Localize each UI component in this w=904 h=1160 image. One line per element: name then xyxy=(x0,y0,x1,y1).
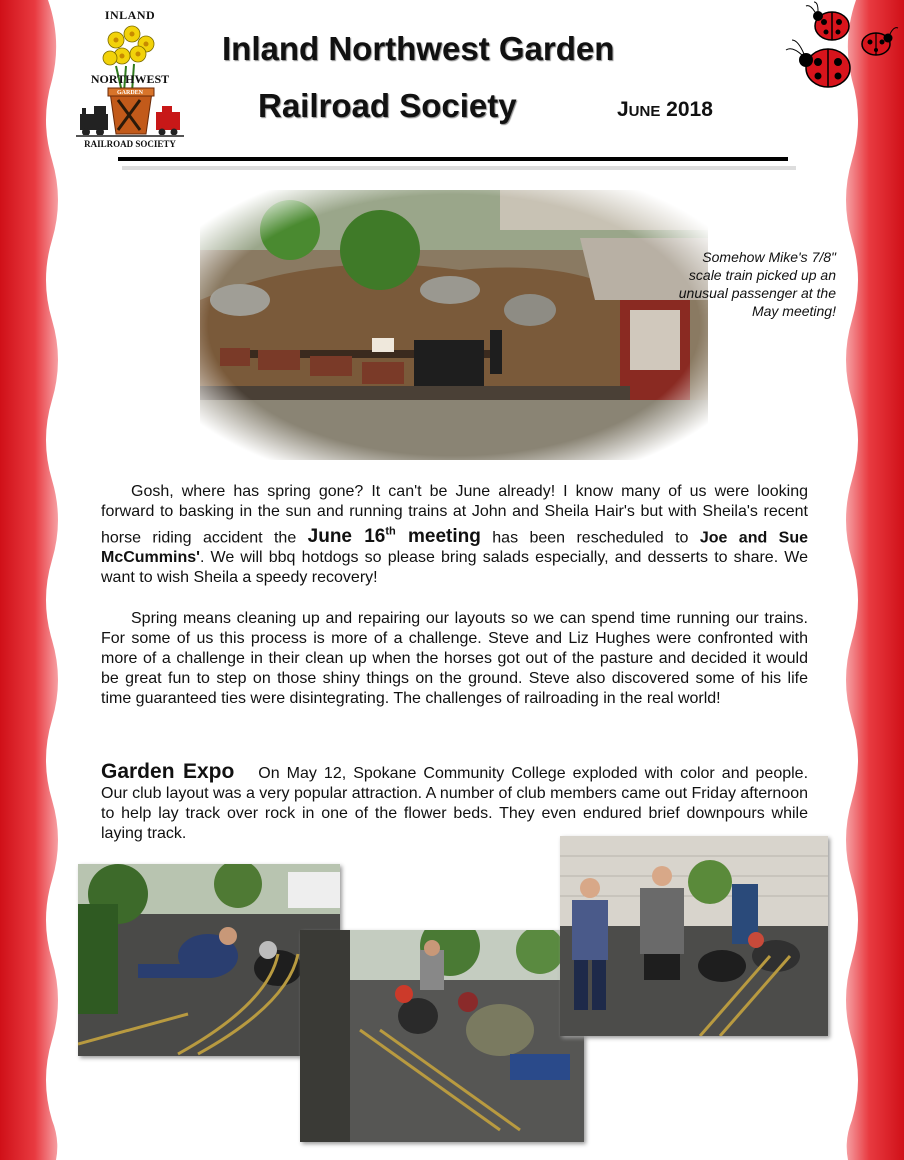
logo-text-middle: NORTHWEST xyxy=(90,72,170,86)
header-rule xyxy=(118,157,788,161)
paragraph-2-text: Spring means cleaning up and repairing our layouts so we can spend time running our trains. For some of us this process is more of a challenge. Steve and Liz Hughes were confronted with more of a challenge in their clean up when the horses got out of the pasture and decided it would be great fun to step on those shiny things on the ground. Steve also discovered some of his life time guaranteed ties were disintegrating. The challenges of railroading in the real world! xyxy=(101,610,808,707)
left-decorative-border xyxy=(0,0,70,1160)
paragraph-1-intro: Gosh, where has spring gone? It can't be June already! I know many of us were looking forward to basking in the sun and running trains at John and Sheila Hair's but with Sheila's recent horse riding accident the xyxy=(101,483,808,547)
expo-photo-right xyxy=(560,836,828,1036)
article-paragraph-3 xyxy=(101,762,808,844)
logo-text-bottom: RAILROAD SOCIETY xyxy=(84,139,176,149)
paragraph-1-end: . We will bbq hotdogs so please bring salads especially, and desserts to share. We want to wish Sheila a speedy recovery! xyxy=(101,549,808,587)
ladybug-icon xyxy=(806,2,849,40)
garden-expo-heading: Garden Expo xyxy=(101,760,235,783)
meeting-date-day: June 16 xyxy=(307,526,386,548)
newsletter-title-line-2: Railroad Society xyxy=(258,87,517,124)
photo-caption: Somehow Mike's 7/8" scale train picked up an unusual passenger at the May meeting! xyxy=(678,249,836,319)
logo-text-top: INLAND xyxy=(104,8,156,22)
paragraph-3-text: On May 12, Spokane Community College exploded with color and people. Our club layout was a very popular attraction. A number of club members came out Friday afternoon to help lay track over rock in one of the flower beds. They even endured brief downpours while laying track. xyxy=(101,765,809,842)
right-decorative-border xyxy=(834,0,904,1160)
meeting-date-suffix: th xyxy=(385,526,396,538)
meeting-date-label: meeting xyxy=(395,526,481,548)
newsletter-title-line-1: Inland Northwest Garden xyxy=(222,30,615,67)
garden-railway-photo xyxy=(200,190,708,460)
meeting-date xyxy=(308,526,481,547)
ladybug-icon xyxy=(862,28,898,55)
issue-date: June 2018 xyxy=(617,98,713,121)
logo-text-garden: GARDEN xyxy=(116,90,143,96)
meeting-host: Joe and Sue McCummins' xyxy=(101,529,809,567)
paragraph-1-middle: has been rescheduled to xyxy=(480,529,700,547)
header-rule-shadow xyxy=(122,166,796,170)
ladybug-icon xyxy=(786,40,850,87)
expo-photo-middle xyxy=(300,930,584,1142)
society-logo xyxy=(76,8,184,156)
article-paragraph-1 xyxy=(101,482,808,588)
article-paragraph-2 xyxy=(101,609,808,709)
ladybug-decoration xyxy=(776,0,900,100)
